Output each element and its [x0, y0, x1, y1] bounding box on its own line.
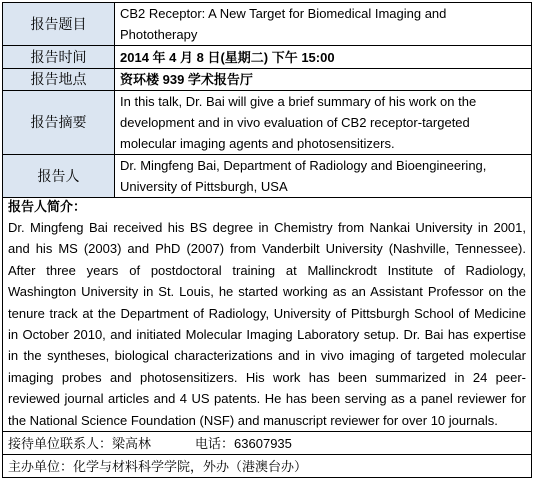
label-speaker: 报告人 — [3, 155, 115, 198]
seminar-notice — [2, 2, 532, 478]
value-time: 2014 年 4 月 8 日(星期二) 下午 15:00 — [115, 46, 532, 69]
row-time — [3, 46, 532, 69]
label-title: 报告题目 — [3, 3, 115, 46]
bio-title: 报告人简介： — [8, 199, 87, 214]
row-abstract — [3, 91, 532, 155]
row-title — [3, 3, 532, 46]
speaker-bio — [3, 198, 532, 432]
bio-text: Dr. Mingfeng Bai received his BS degree in Chemistry from Nankai University in 2001, and his MS (2003) and PhD (2007) from Vanderbilt University (Nashville, Tennessee). After three years of postdoctoral training at Mallinckrodt Institute of Radiology, Washington University in St. Louis, he started working as an Assistant Professor on the tenure track at the Department of Radiology, University of Pittsburgh School of Medicine in October 2010, and initiated Molecular Imaging Laboratory setup. Dr. Bai has expertise in the syntheses, biological characterizations and in vivo imaging of targeted molecular imaging probes and photosensitizers. His work has been summarized in 24 peer-reviewed journal articles and 4 US patents. He has been serving as a panel reviewer for the National Science Foundation (NSF) and manuscript reviewer for over 10 journals. — [8, 220, 526, 428]
phone-label: 电话： — [195, 435, 235, 451]
value-speaker: Dr. Mingfeng Bai, Department of Radiology and Bioengineering, University of Pittsburgh, USA — [115, 155, 532, 198]
label-location: 报告地点 — [3, 69, 115, 91]
row-location — [3, 69, 532, 91]
row-contact — [3, 432, 532, 455]
value-title: CB2 Receptor: A New Target for Biomedical Imaging and Phototherapy — [115, 3, 532, 46]
row-host — [3, 455, 532, 478]
seminar-info-table — [2, 2, 532, 478]
host-label: 主办单位： — [8, 458, 74, 474]
phone-number: 63607935 — [234, 435, 292, 451]
row-speaker — [3, 155, 532, 198]
contact-name: 梁高林 — [112, 435, 152, 451]
contact-label: 接待单位联系人： — [8, 435, 113, 451]
label-time: 报告时间 — [3, 46, 115, 69]
host-value: 化学与材料科学学院，外办（港澳台办） — [73, 458, 308, 474]
row-bio — [3, 198, 532, 432]
host-line — [3, 455, 532, 478]
value-abstract: In this talk, Dr. Bai will give a brief summary of his work on the development and in vivo evaluation of CB2 receptor-targeted molecular imaging agents and photosensitizers. — [115, 91, 532, 155]
contact-line — [3, 432, 532, 455]
value-location: 资环楼 939 学术报告厅 — [115, 69, 532, 91]
label-abstract: 报告摘要 — [3, 91, 115, 155]
